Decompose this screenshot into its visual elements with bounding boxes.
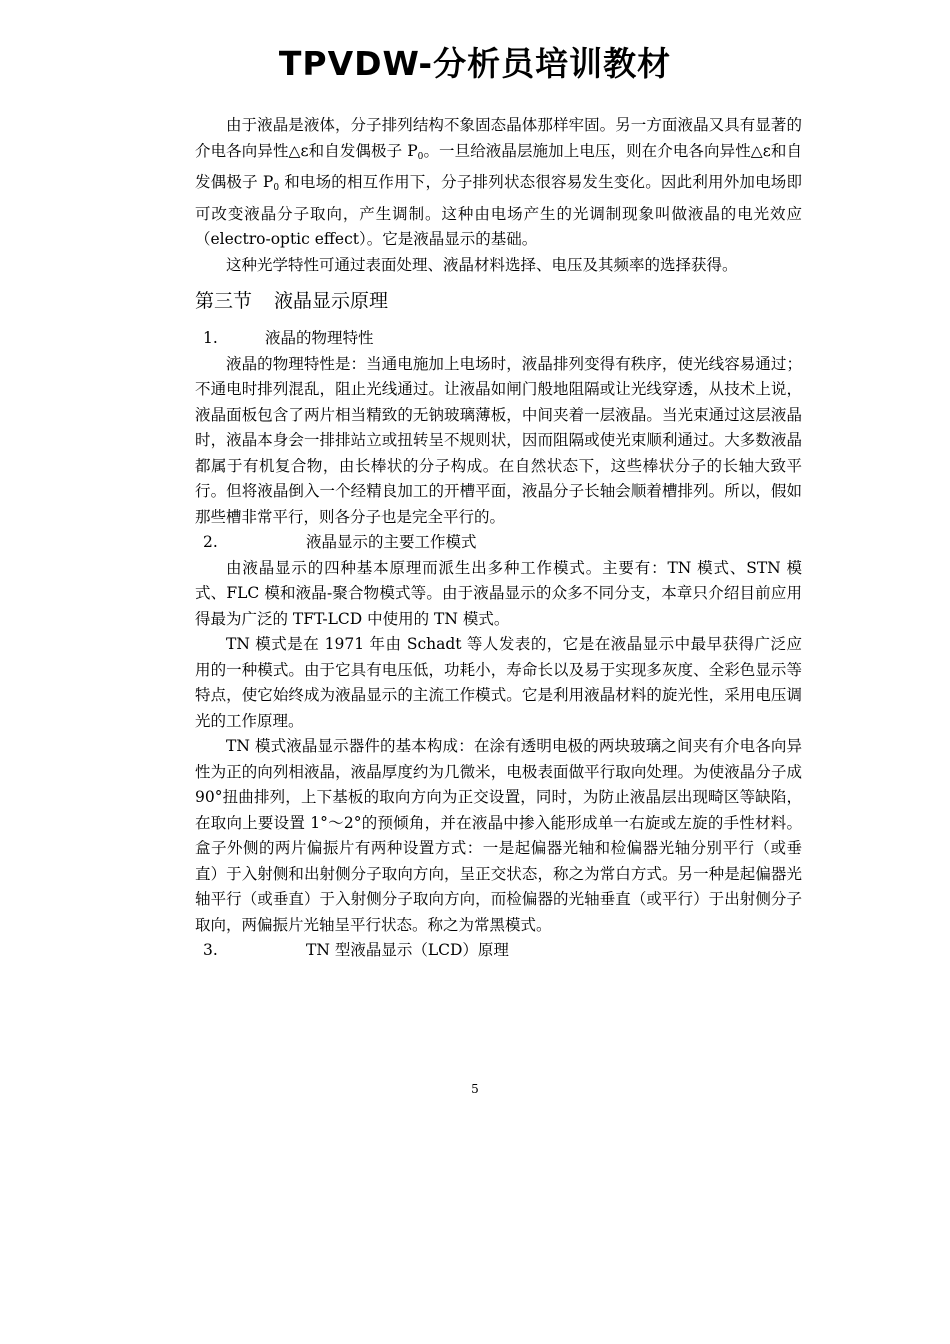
section-heading <box>195 286 802 316</box>
item-heading-2 <box>195 530 802 556</box>
intro-text-b: 。一旦给液晶层施加上电压，则在介电各向异性△ε和自发偶极子 P <box>195 141 802 191</box>
physics-paragraph: 液晶的物理特性是：当通电施加上电场时，液晶排列变得有秩序，使光线容易通过；不通电时排列混乱，阻止光线通过。让液晶如闸门般地阻隔或让光线穿透，从技术上说，液晶面板包含了两片相当精致的无钠玻璃薄板，中间夹着一层液晶。当光束通过这层液晶时，液晶本身会一排排站立或扭转呈不规则状，因而阻隔或使光束顺利通过。大多数液晶都属于有机复合物，由长棒状的分子构成。在自然状态下，这些棒状分子的长轴大致平行。但将液晶倒入一个经精良加工的开槽平面，液晶分子长轴会顺着槽排列。所以，假如那些槽非常平行，则各分子也是完全平行的。 <box>195 354 802 526</box>
subscript-zero: 0 <box>273 183 280 193</box>
modes-paragraph-3: TN 模式液晶显示器件的基本构成：在涂有透明电极的两块玻璃之间夹有介电各向异性为正的向列相液晶，液晶厚度约为几微米，电极表面做平行取向处理。为使液晶分子成 90°扭曲排列，上下基板的取向方向为正交设置，同时，为防止液晶层出现畸区等缺陷，在取向上要设置 1°～2°的预倾角，并在液晶中掺入能形成单一右旋或左旋的手性材料。盒子外侧的两片偏振片有两种设置方式：一是起偏器光轴和检偏器光轴分别平行（或垂直）于入射侧和出射侧分子取向方向，呈正交状态，称之为常白方式。另一种是起偏器光轴平行（或垂直）于入射侧分子取向方向，而检偏器的光轴垂直（或平行）于出射侧分子取向，两偏振片光轴呈平行状态。称之为常黑模式。 <box>195 737 802 934</box>
document-body <box>195 113 802 964</box>
modes-paragraph-2: TN 模式是在 1971 年由 Schadt 等人发表的，它是在液晶显示中最早获得广泛应用的一种模式。由于它具有电压低，功耗小，寿命长以及易于实现多灰度、全彩色显示等特点，使它始终成为液晶显示的主流工作模式。它是利用液晶材料的旋光性，采用电压调光的工作原理。 <box>195 635 802 730</box>
item-heading-1 <box>195 326 802 352</box>
item-number: 1. <box>203 329 218 347</box>
section-label: 第三节 <box>195 290 253 312</box>
item-title: TN 型液晶显示（LCD）原理 <box>306 941 509 959</box>
item-number: 2. <box>203 533 218 551</box>
section-title: 液晶显示原理 <box>274 290 389 312</box>
modes-paragraph-1: 由液晶显示的四种基本原理而派生出多种工作模式。主要有：TN 模式、STN 模式、FLC 模和液晶-聚合物模式等。由于液晶显示的众多不同分支，本章只介绍目前应用得最为广泛的 TFT-LCD 中使用的 TN 模式。 <box>195 558 802 628</box>
page-number: 5 <box>471 1082 479 1096</box>
item-title: 液晶显示的主要工作模式 <box>306 533 477 551</box>
item-heading-3 <box>195 938 802 964</box>
intro-text-c: 和电场的相互作用下，分子排列状态很容易发生变化。因此利用外加电场即可改变液晶分子取向，产生调制。这种由电场产生的光调制现象叫做液晶的电光效应（electro-optic effect）。它是液晶显示的基础。 <box>195 173 802 248</box>
subscript-zero: 0 <box>417 151 424 162</box>
item-number: 3. <box>203 941 218 959</box>
intro-text-a: 由于液晶是液体，分子排列结构不象固态晶体那样牢固。另一方面液晶又具有显著的介电各向异性△ε和自发偶极子 P <box>195 116 802 160</box>
document-title: TPVDW-分析员培训教材 <box>278 44 672 83</box>
intro-paragraph-2: 这种光学特性可通过表面处理、液晶材料选择、电压及其频率的选择获得。 <box>226 255 738 274</box>
item-title: 液晶的物理特性 <box>265 329 374 347</box>
intro-paragraph-1 <box>195 113 802 253</box>
